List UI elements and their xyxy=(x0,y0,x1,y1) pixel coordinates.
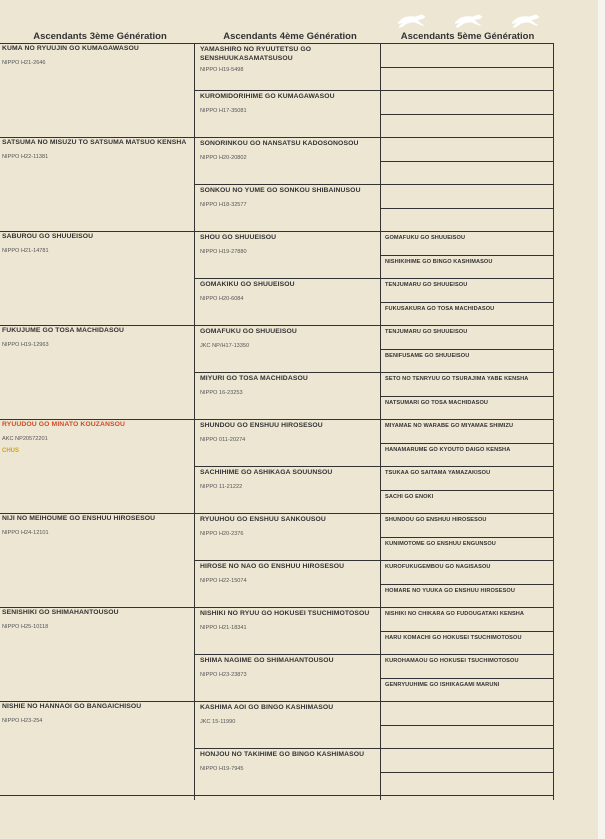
gen5-name: HANAMARUME GO KYOUTO DAIGO KENSHA xyxy=(385,446,511,453)
row-divider xyxy=(380,67,554,68)
title-badge: CHUS xyxy=(2,448,20,454)
column-divider xyxy=(380,43,381,800)
row-divider xyxy=(380,490,554,491)
ancestor-name: GOMAFUKU GO SHUUEISOU xyxy=(200,328,297,335)
registration-number: AKC NP20572201 xyxy=(2,436,48,442)
ancestor-name: SHUNDOU GO ENSHUU HIROSESOU xyxy=(200,422,323,429)
row-divider xyxy=(0,795,554,796)
row-divider xyxy=(194,466,554,467)
ancestor-name: FUKUJUME GO TOSA MACHIDASOU xyxy=(2,327,125,334)
row-divider xyxy=(380,537,554,538)
row-divider xyxy=(194,90,554,91)
gen3-cell xyxy=(2,420,192,454)
registration-number: NIPPO H19-12963 xyxy=(2,342,49,348)
running-dog-icon xyxy=(392,10,432,30)
gen4-cell xyxy=(200,421,380,443)
gen4-cell xyxy=(200,139,380,161)
gen5-name: NISHIKI NO CHIKARA GO FUDOUGATAKI KENSHA xyxy=(385,611,525,617)
gen5-name: GOMAFUKU GO SHUUEISOU xyxy=(385,235,466,241)
registration-number: NIPPO H19-27880 xyxy=(200,249,247,255)
gen3-cell xyxy=(2,44,192,66)
registration-number: NIPPO H21-14781 xyxy=(2,248,49,254)
row-divider xyxy=(380,114,554,115)
gen5-name: FUKUSAKURA GO TOSA MACHIDASOU xyxy=(385,305,495,312)
ancestor-name: HIROSE NO NAO GO ENSHUU HIROSESOU xyxy=(200,563,345,570)
row-divider xyxy=(380,584,554,585)
column-divider xyxy=(194,43,195,800)
registration-number: JKC 15-11990 xyxy=(200,719,236,725)
registration-number: NIPPO H20-20802 xyxy=(200,155,247,161)
row-divider xyxy=(194,748,554,749)
gen4-cell xyxy=(200,186,380,208)
row-divider xyxy=(380,396,554,397)
registration-number: NIPPO H19-7945 xyxy=(200,766,244,772)
row-divider xyxy=(194,654,554,655)
gen3-cell xyxy=(2,138,192,160)
ancestor-name: KUROMIDORIHIME GO KUMAGAWASOU xyxy=(200,93,335,100)
gen5-name: SHUNDOU GO ENSHUU HIROSESOU xyxy=(385,517,487,523)
gen4-cell xyxy=(200,562,380,584)
ancestor-name: KUMA NO RYUUJIN GO KUMAGAWASOU xyxy=(2,45,139,52)
row-divider xyxy=(380,631,554,632)
gen4-cell xyxy=(200,92,380,114)
page-edge xyxy=(598,0,605,839)
registration-number: NIPPO H20-6084 xyxy=(200,296,244,302)
gen5-name: NISHIKIHIME GO BINGO KASHIMASOU xyxy=(385,258,493,265)
row-divider xyxy=(194,278,554,279)
registration-number: NIPPO H19-5498 xyxy=(200,67,244,73)
gen5-name: TSUKAA GO SAITAMA YAMAZAKISOU xyxy=(385,470,491,476)
ancestor-name: KASHIMA AOI GO BINGO KASHIMASOU xyxy=(200,704,334,711)
gen5-name: NATSUMARI GO TOSA MACHIDASOU xyxy=(385,399,489,406)
gen4-cell xyxy=(200,703,380,725)
registration-number: NIPPO H22-11381 xyxy=(2,154,49,160)
gen4-cell xyxy=(200,233,380,255)
gen4-cell xyxy=(200,468,380,490)
registration-number: NIPPO H25-10118 xyxy=(2,624,49,630)
row-divider xyxy=(380,208,554,209)
ancestor-name: SHIMA NAGIME GO SHIMAHANTOUSOU xyxy=(200,657,334,664)
ancestor-name: YAMASHIRO NO RYUUTETSU GO SENSHUUKASAMATSUSOU xyxy=(200,46,312,62)
registration-number: NIPPO H18-32577 xyxy=(200,202,247,208)
gen5-name: KUNIMOTOME GO ENSHUU ENGUNSOU xyxy=(385,540,496,547)
row-divider xyxy=(194,560,554,561)
ancestor-name: SACHIHIME GO ASHIKAGA SOUUNSOU xyxy=(200,469,333,476)
registration-number: JKC NP/H17-13350 xyxy=(200,343,250,349)
gen5-name: HARU KOMACHI GO HOKUSEI TSUCHIMOTOSOU xyxy=(385,634,522,641)
registration-number: NIPPO H17-35081 xyxy=(200,108,247,114)
gen3-cell xyxy=(2,514,192,536)
gen3-cell xyxy=(2,326,192,348)
gen3-cell xyxy=(2,232,192,254)
ancestor-name: SONKOU NO YUME GO SONKOU SHIBAINUSOU xyxy=(200,187,361,194)
row-divider xyxy=(194,184,554,185)
gen5-name: BENIFUSAME GO SHUUEISOU xyxy=(385,352,470,359)
registration-number: NIPPO 011-20274 xyxy=(200,437,246,443)
row-divider xyxy=(380,443,554,444)
registration-number: NIPPO H21-2646 xyxy=(2,60,46,66)
row-divider xyxy=(380,349,554,350)
row-divider xyxy=(380,772,554,773)
gen3-cell xyxy=(2,608,192,630)
gen5-name: HOMARE NO YUUKA GO ENSHUU HIROSESOU xyxy=(385,587,515,594)
ancestor-name: SATSUMA NO MISUZU TO SATSUMA MATSUO KENSHA xyxy=(2,139,187,146)
header-gen3: Ascendants 3ème Génération xyxy=(33,31,167,42)
ancestor-name: SHOU GO SHUUEISOU xyxy=(200,234,277,241)
gen5-name: GENRYUUHIME GO ISHIKAGAMI MARUNI xyxy=(385,681,500,688)
row-divider xyxy=(194,372,554,373)
ancestor-name: HONJOU NO TAKIHIME GO BINGO KASHIMASOU xyxy=(200,751,365,758)
registration-number: NIPPO H22-15074 xyxy=(200,578,247,584)
registration-number: NIPPO 11-21222 xyxy=(200,484,243,490)
gen5-name: KUROHAMAOU GO HOKUSEI TSUCHIMOTOSOU xyxy=(385,658,519,664)
registration-number: NIPPO H24-12101 xyxy=(2,530,49,536)
gen5-name: KUROFUKUGEMBOU GO NAGISASOU xyxy=(385,564,491,570)
row-divider xyxy=(380,161,554,162)
gen5-name: MIYAMAE NO WARABE GO MIYAMAE SHIMIZU xyxy=(385,423,514,429)
row-divider xyxy=(380,302,554,303)
gen4-cell xyxy=(200,750,380,772)
ancestor-name: NISHIE NO HANNAOI GO BANGAICHISOU xyxy=(2,703,142,710)
gen5-name: TENJUMARU GO SHUUEISOU xyxy=(385,282,468,288)
gen4-cell xyxy=(200,280,380,302)
registration-number: NIPPO 16-23253 xyxy=(200,390,243,396)
gen4-cell xyxy=(200,45,380,73)
ancestor-name: SENISHIKI GO SHIMAHANTOUSOU xyxy=(2,609,119,616)
ancestor-name: RYUUHOU GO ENSHUU SANKOUSOU xyxy=(200,516,326,523)
header-gen4: Ascendants 4ème Génération xyxy=(223,31,357,42)
gen4-cell xyxy=(200,515,380,537)
column-divider xyxy=(553,43,554,800)
gen3-cell xyxy=(2,702,192,724)
gen5-name: SETO NO TENRYUU GO TSURAJIMA YABE KENSHA xyxy=(385,376,529,382)
row-divider xyxy=(380,255,554,256)
ancestor-name: SABUROU GO SHUUEISOU xyxy=(2,233,94,240)
gen5-name: SACHI GO ENOKI xyxy=(385,493,434,500)
running-dog-icon xyxy=(506,10,546,30)
registration-number: NIPPO H20-2376 xyxy=(200,531,244,537)
ancestor-name: SONORINKOU GO NANSATSU KADOSONOSOU xyxy=(200,140,359,147)
ancestor-name: MIYURI GO TOSA MACHIDASOU xyxy=(200,375,308,382)
ancestor-name: GOMAKIKU GO SHUUEISOU xyxy=(200,281,295,288)
registration-number: NIPPO H23-254 xyxy=(2,718,43,724)
gen4-cell xyxy=(200,656,380,678)
running-dog-icon xyxy=(449,10,489,30)
registration-number: NIPPO H21-18341 xyxy=(200,625,247,631)
header-gen5: Ascendants 5ème Génération xyxy=(400,31,535,42)
gen4-cell xyxy=(200,327,380,349)
ancestor-name: NISHIKI NO RYUU GO HOKUSEI TSUCHIMOTOSOU xyxy=(200,610,370,617)
ancestor-name: NIJI NO MEIHOUME GO ENSHUU HIROSESOU xyxy=(2,515,156,522)
row-divider xyxy=(380,725,554,726)
gen4-cell xyxy=(200,374,380,396)
gen5-name: TENJUMARU GO SHUUEISOU xyxy=(385,329,468,335)
registration-number: NIPPO H23-23873 xyxy=(200,672,247,678)
gen4-cell xyxy=(200,609,380,631)
ancestor-name: RYUUDOU GO MINATO KOUZANSOU xyxy=(2,421,126,428)
row-divider xyxy=(380,678,554,679)
